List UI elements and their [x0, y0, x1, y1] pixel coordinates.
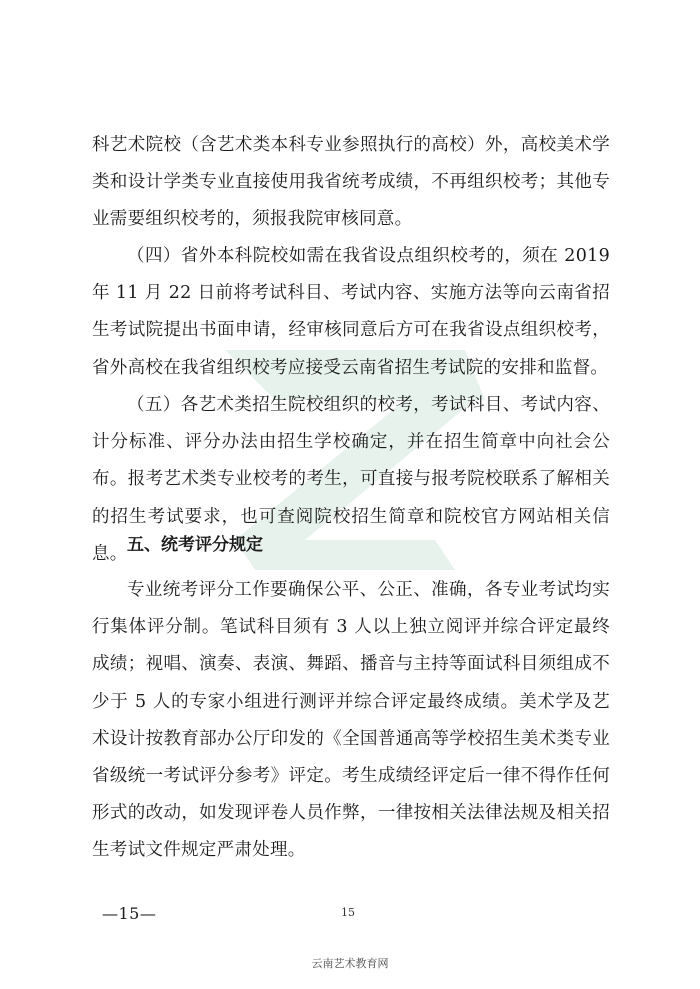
paragraph-item-4: （四）省外本科院校如需在我省设点组织校考的，须在 2019 年 11 月 22 日前将考试科目、考试内容、实施方法等向云南省招生考试院提出书面申请，经审核同意后方可在我省设点组织校考，省外高校在我省组织校考应接受云南省招生考试院的安排和监督。 — [92, 246, 610, 378]
page-number-label: —15— — [102, 904, 157, 923]
continued-paragraph: 科艺术院校（含艺术类本科专业参照执行的高校）外，高校美术学类和设计学类专业直接使用我省统考成绩，不再组织校考；其他专业需要组织校考的，须报我院审核同意。 — [92, 135, 610, 230]
section-heading: 五、统考评分规定 — [127, 535, 263, 555]
section-paragraph: 专业统考评分工作要确保公平、公正、准确，各专业考试均实行集体评分制。笔试科目须有 3 人以上独立阅评并综合评定最终成绩；视唱、演奏、表演、舞蹈、播音与主持等面试科目须组成不少于 5 人的专家小组进行测评并综合评定最终成绩。美术学及艺术设计按教育部办公厅印发的《全国普通高等学校招生美术类专业省级统一考试评分参考》评定。考生成绩经评定后一律不得作任何形式的改动，如发现评卷人员作弊，一律按相关法律法规及相关招生考试文件规定严肃处理。 — [92, 580, 610, 861]
paragraph-item-5: （五）各艺术类招生院校组织的校考，考试科目、考试内容、计分标准、评分办法由招生学校确定，并在招生简章中向社会公布。报考艺术类专业校考的考生，可直接与报考院校联系了解相关的招生考试要求，也可查阅院校招生简章和院校官方网站相关信息。 — [92, 395, 610, 564]
page-number-small: 15 — [341, 906, 355, 919]
footer-site-name: 云南艺术教育网 — [311, 957, 389, 970]
